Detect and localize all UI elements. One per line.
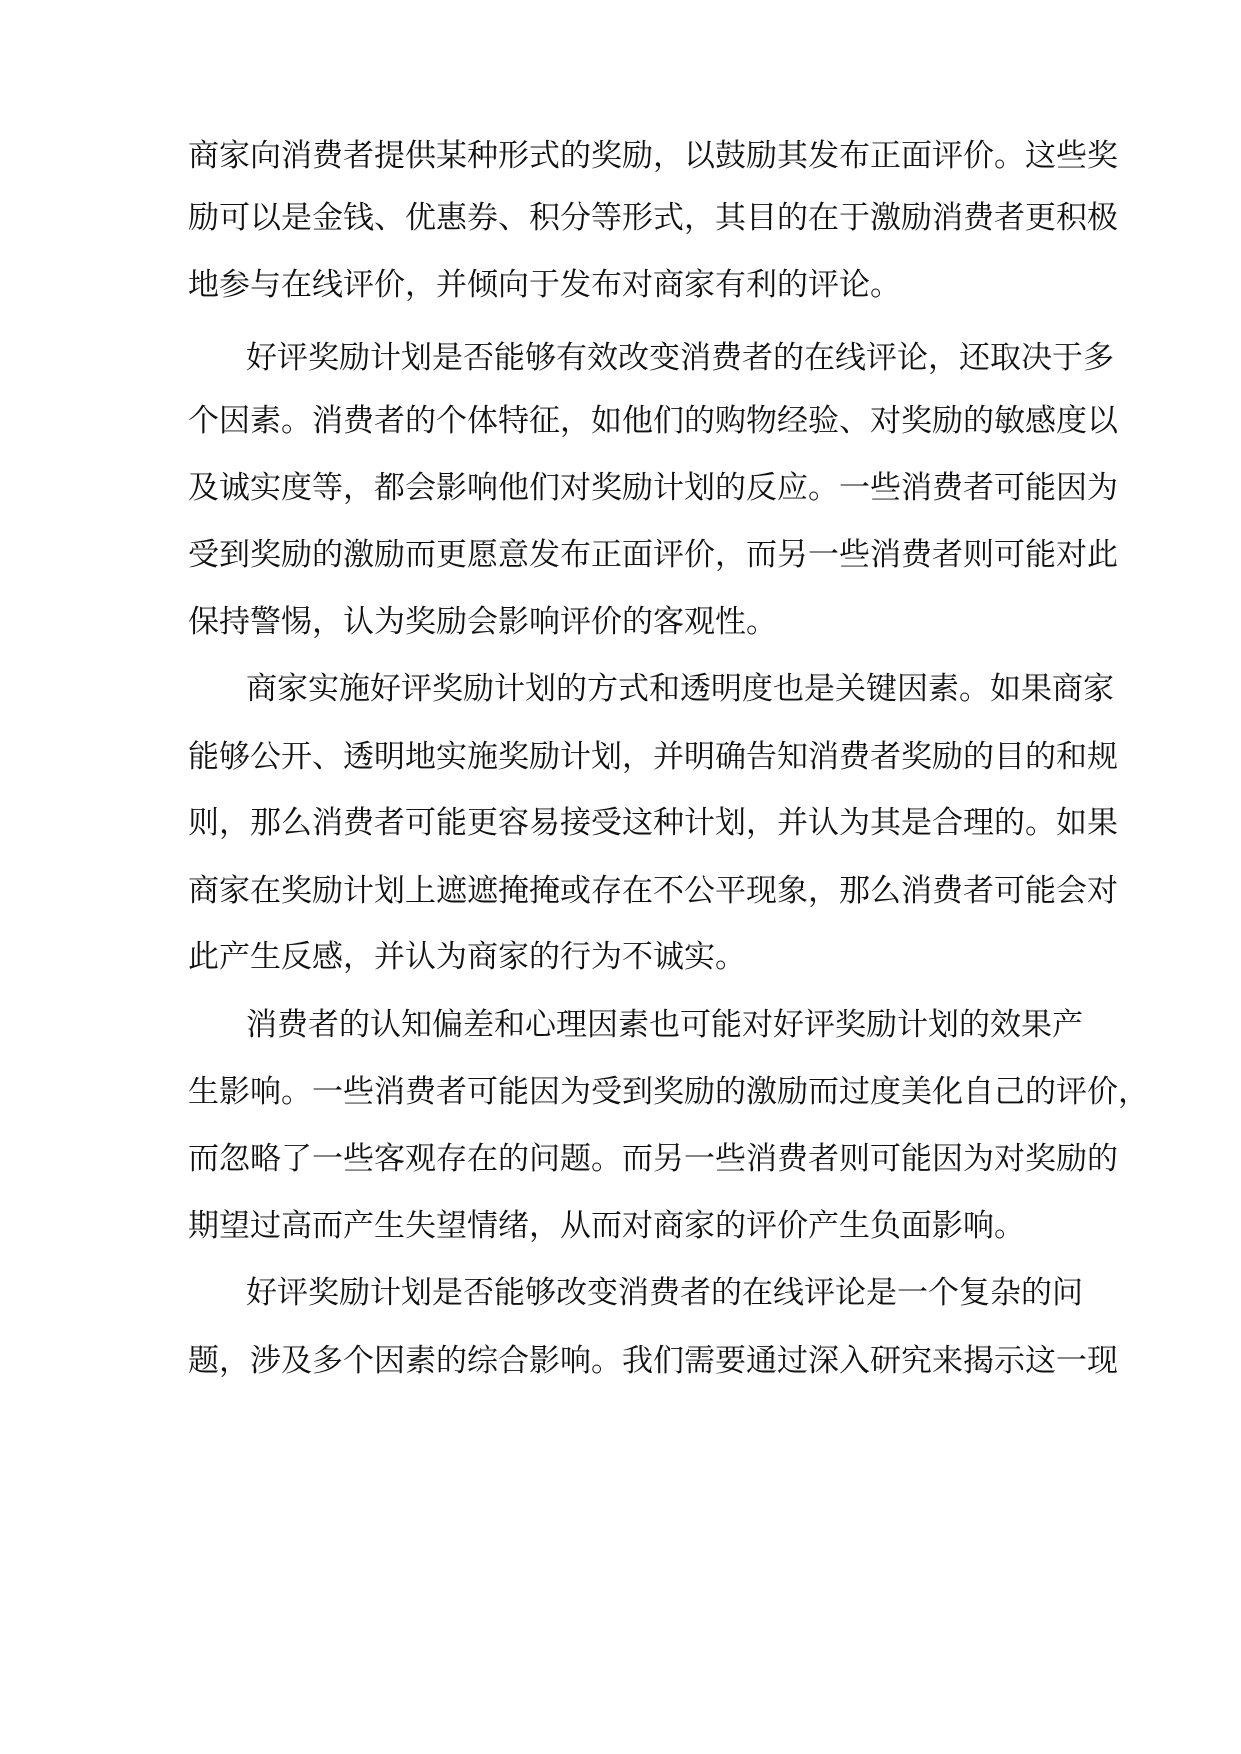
paragraph-5-line-1 — [0, 1268, 1241, 1318]
paragraph-5-line-2 — [0, 1336, 1241, 1386]
paragraph-2-line-4 — [0, 530, 1241, 580]
text-line: 商家实施好评奖励计划的方式和透明度也是关键因素。如果商家 — [246, 671, 1114, 707]
text-line: 此产生反感，并认为商家的行为不诚实。 — [188, 939, 746, 975]
text-line: 好评奖励计划是否能够改变消费者的在线评论是一个复杂的问 — [246, 1275, 1083, 1311]
paragraph-1-line-3 — [0, 260, 1241, 310]
text-line: 能够公开、透明地实施奖励计划，并明确告知消费者奖励的目的和规 — [188, 739, 1118, 775]
paragraph-3-line-5 — [0, 932, 1241, 982]
text-line: 个因素。消费者的个体特征，如他们的购物经验、对奖励的敏感度以 — [188, 403, 1118, 439]
paragraph-2-line-2 — [0, 396, 1241, 446]
paragraph-4-line-4 — [0, 1201, 1241, 1251]
text-line: 好评奖励计划是否能够有效改变消费者的在线评论，还取决于多 — [246, 340, 1114, 376]
text-line: 生影响。一些消费者可能因为受到奖励的激励而过度美化自己的评价， — [188, 1074, 1149, 1110]
text-line: 保持警惕，认为奖励会影响评价的客观性。 — [188, 604, 777, 640]
paragraph-2-line-5 — [0, 597, 1241, 647]
paragraph-3-line-2 — [0, 732, 1241, 782]
text-line: 期望过高而产生失望情绪，从而对商家的评价产生负面影响。 — [188, 1208, 1025, 1244]
paragraph-3-line-4 — [0, 866, 1241, 916]
text-line: 及诚实度等，都会影响他们对奖励计划的反应。一些消费者可能因为 — [188, 470, 1118, 506]
text-line: 消费者的认知偏差和心理因素也可能对好评奖励计划的效果产 — [246, 1007, 1083, 1043]
text-line: 题，涉及多个因素的综合影响。我们需要通过深入研究来揭示这一现 — [188, 1343, 1118, 1379]
paragraph-2-line-3 — [0, 463, 1241, 513]
paragraph-2-line-1 — [0, 333, 1241, 383]
paragraph-4-line-2 — [0, 1067, 1241, 1117]
text-line: 商家向消费者提供某种形式的奖励，以鼓励其发布正面评价。这些奖 — [188, 138, 1118, 174]
paragraph-1-line-1 — [0, 131, 1241, 181]
text-line: 受到奖励的激励而更愿意发布正面评价，而另一些消费者则可能对此 — [188, 537, 1118, 573]
paragraph-4-line-3 — [0, 1134, 1241, 1184]
paragraph-4-line-1 — [0, 1000, 1241, 1050]
paragraph-3-line-1 — [0, 664, 1241, 714]
text-line: 地参与在线评价，并倾向于发布对商家有利的评论。 — [188, 267, 901, 303]
text-line: 商家在奖励计划上遮遮掩掩或存在不公平现象，那么消费者可能会对 — [188, 873, 1118, 909]
paragraph-3-line-3 — [0, 798, 1241, 848]
text-line: 而忽略了一些客观存在的问题。而另一些消费者则可能因为对奖励的 — [188, 1141, 1118, 1177]
text-line: 励可以是金钱、优惠券、积分等形式，其目的在于激励消费者更积极 — [188, 200, 1118, 236]
text-line: 则，那么消费者可能更容易接受这种计划，并认为其是合理的。如果 — [188, 805, 1118, 841]
paragraph-1-line-2 — [0, 193, 1241, 243]
